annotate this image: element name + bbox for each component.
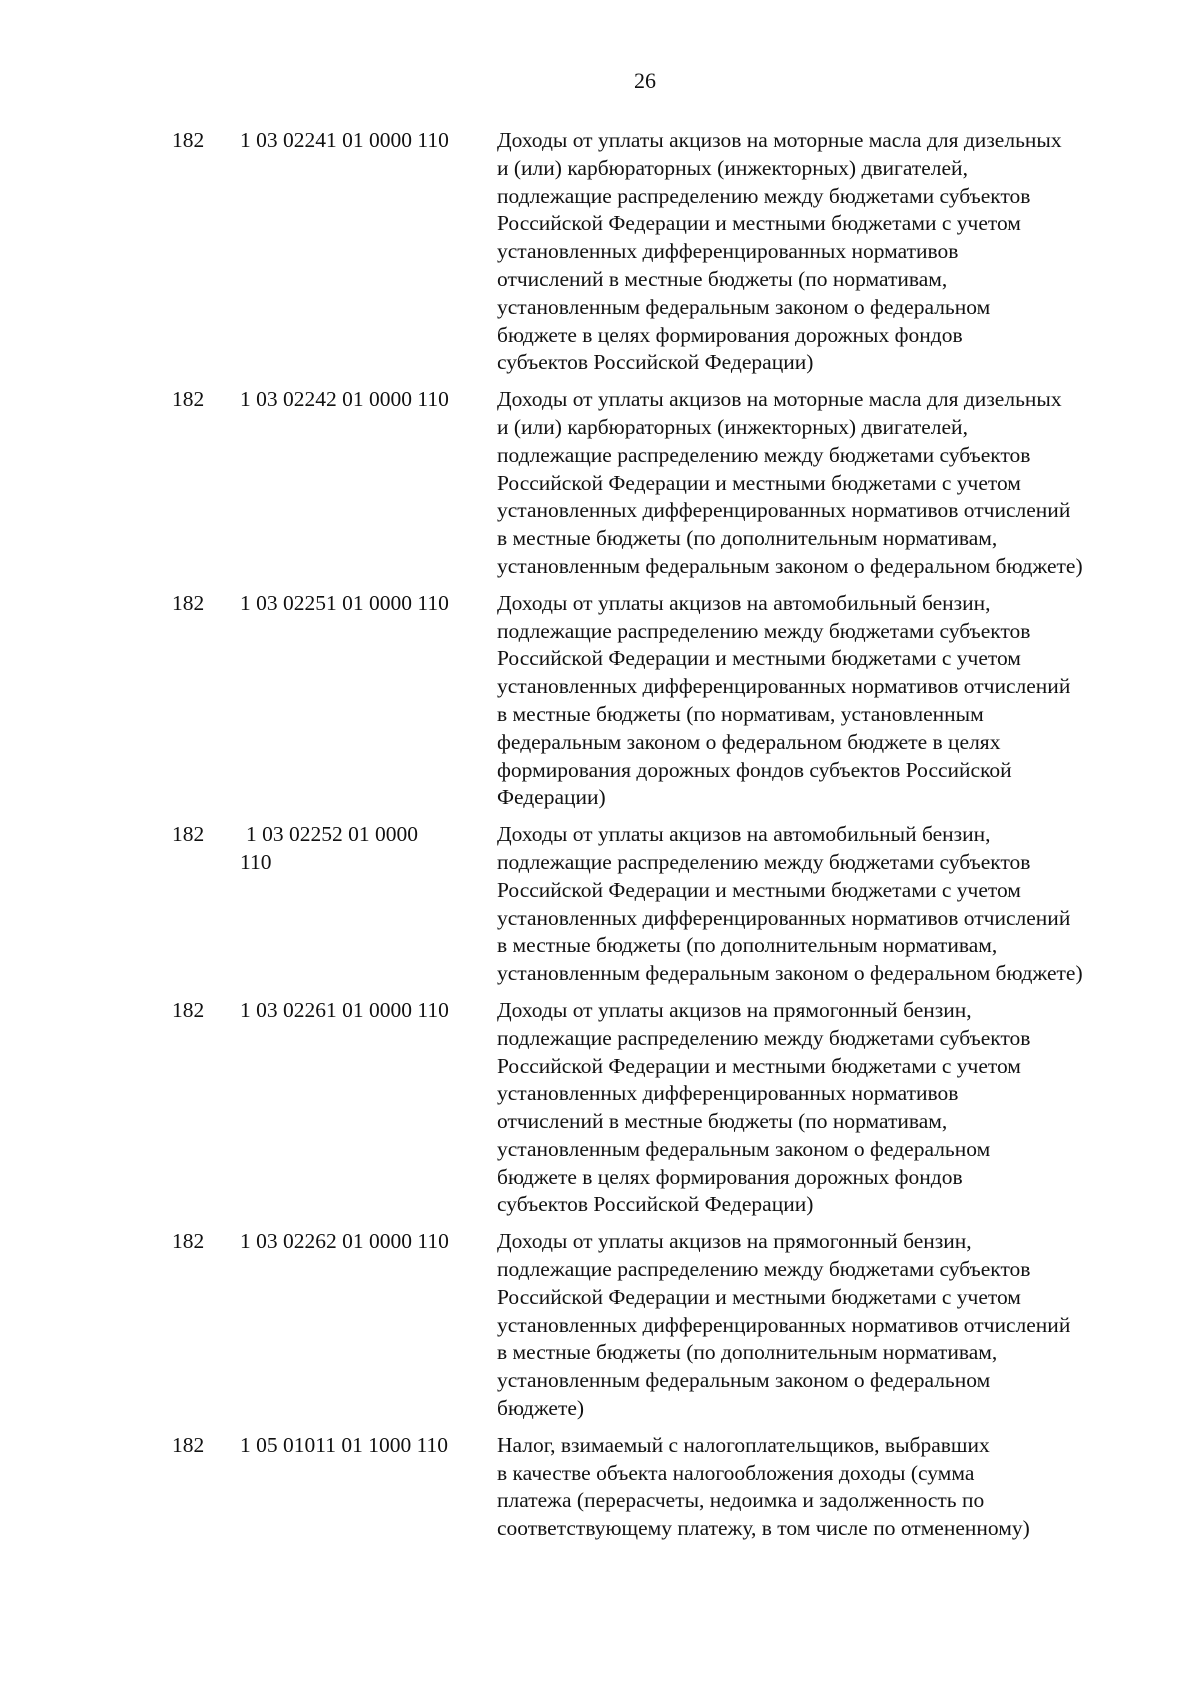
- description-line: Российской Федерации и местными бюджетами с учетом: [497, 211, 1021, 236]
- description-line: установленным федеральным законом о федеральном: [497, 1368, 991, 1393]
- revenue-description: [497, 386, 1137, 581]
- budget-classification-code: 1 03 02242 01 0000 110: [240, 387, 449, 412]
- revenue-description: [497, 1432, 1137, 1543]
- table-row: [0, 386, 1200, 581]
- description-line: Российской Федерации и местными бюджетами с учетом: [497, 1053, 1021, 1078]
- description-line: федеральным законом о федеральном бюджете в целях: [497, 729, 1001, 754]
- description-line: установленным федеральным законом о федеральном бюджете): [497, 553, 1083, 578]
- description-line: подлежащие распределению между бюджетами субъектов: [497, 183, 1031, 208]
- kbk-line: 1 03 02252 01 0000: [246, 822, 418, 847]
- description-line: бюджете): [497, 1396, 585, 1421]
- table-row: [0, 590, 1200, 812]
- budget-classification-code: 1 03 02251 01 0000 110: [240, 590, 449, 615]
- description-line: Российской Федерации и местными бюджетами с учетом: [497, 646, 1021, 671]
- page-number: 26: [634, 68, 656, 93]
- description-line: Российской Федерации и местными бюджетами с учетом: [497, 470, 1021, 495]
- description-line: в качестве объекта налогообложения доходы (сумма: [497, 1460, 975, 1485]
- description-line: платежа (перерасчеты, недоимка и задолженность по: [497, 1488, 985, 1513]
- admin-code: 182: [172, 997, 205, 1022]
- budget-classification-code: 1 03 02262 01 0000 110: [240, 1229, 449, 1254]
- budget-classification-code: [240, 821, 485, 877]
- table-row: [0, 1432, 1200, 1543]
- budget-classification-code: 1 03 02261 01 0000 110: [240, 997, 449, 1022]
- admin-code: 182: [172, 822, 205, 847]
- description-line: Доходы от уплаты акцизов на прямогонный бензин,: [497, 997, 972, 1022]
- budget-classification-code: 1 03 02241 01 0000 110: [240, 128, 449, 152]
- revenue-description: [497, 590, 1137, 812]
- description-line: отчислений в местные бюджеты (по нормативам,: [497, 1109, 948, 1134]
- description-line: установленных дифференцированных нормативов: [497, 1081, 959, 1106]
- description-line: подлежащие распределению между бюджетами субъектов: [497, 442, 1031, 467]
- revenue-description: [497, 821, 1137, 988]
- description-line: Российской Федерации и местными бюджетами с учетом: [497, 877, 1021, 902]
- description-line: установленным федеральным законом о федеральном: [497, 294, 991, 319]
- description-line: Российской Федерации и местными бюджетами с учетом: [497, 1284, 1021, 1309]
- description-line: соответствующему платежу, в том числе по отмененному): [497, 1516, 1030, 1541]
- revenue-description: [497, 1228, 1137, 1423]
- description-line: Налог, взимаемый с налогоплательщиков, выбравших: [497, 1432, 990, 1457]
- description-line: бюджете в целях формирования дорожных фондов: [497, 322, 963, 347]
- description-line: в местные бюджеты (по дополнительным нормативам,: [497, 526, 998, 551]
- description-line: подлежащие распределению между бюджетами субъектов: [497, 1025, 1031, 1050]
- revenue-codes-table: [0, 127, 1200, 1552]
- description-line: установленных дифференцированных нормативов: [497, 239, 959, 264]
- description-line: в местные бюджеты (по дополнительным нормативам,: [497, 1340, 998, 1365]
- description-line: подлежащие распределению между бюджетами субъектов: [497, 618, 1031, 643]
- description-line: Доходы от уплаты акцизов на моторные масла для дизельных: [497, 128, 1062, 152]
- table-row: [0, 997, 1200, 1219]
- description-line: Доходы от уплаты акцизов на автомобильный бензин,: [497, 590, 991, 615]
- admin-code: 182: [172, 1229, 205, 1254]
- description-line: установленных дифференцированных нормативов отчислений: [497, 674, 1071, 699]
- admin-code: 182: [172, 387, 205, 412]
- description-line: отчислений в местные бюджеты (по нормативам,: [497, 266, 948, 291]
- revenue-description: [497, 997, 1137, 1219]
- table-row: [0, 821, 1200, 988]
- description-line: субъектов Российской Федерации): [497, 1192, 814, 1217]
- description-line: бюджете в целях формирования дорожных фондов: [497, 1164, 963, 1189]
- description-line: Доходы от уплаты акцизов на прямогонный бензин,: [497, 1229, 972, 1254]
- description-line: установленных дифференцированных нормативов отчислений: [497, 905, 1071, 930]
- revenue-description: [497, 127, 1137, 377]
- description-line: подлежащие распределению между бюджетами субъектов: [497, 849, 1031, 874]
- description-line: в местные бюджеты (по нормативам, установленным: [497, 701, 984, 726]
- description-line: и (или) карбюраторных (инжекторных) двигателей,: [497, 414, 968, 439]
- budget-classification-code: 1 05 01011 01 1000 110: [240, 1432, 449, 1457]
- kbk-line: 110: [240, 849, 272, 874]
- table-row: [0, 127, 1200, 377]
- admin-code: 182: [172, 1432, 205, 1457]
- description-line: и (или) карбюраторных (инжекторных) двигателей,: [497, 155, 968, 180]
- description-line: установленных дифференцированных нормативов отчислений: [497, 498, 1071, 523]
- admin-code: 182: [172, 590, 205, 615]
- description-line: установленным федеральным законом о федеральном бюджете): [497, 961, 1083, 986]
- description-line: в местные бюджеты (по дополнительным нормативам,: [497, 933, 998, 958]
- description-line: Федерации): [497, 785, 606, 810]
- description-line: формирования дорожных фондов субъектов Российской: [497, 757, 1012, 782]
- description-line: Доходы от уплаты акцизов на автомобильный бензин,: [497, 822, 991, 847]
- description-line: подлежащие распределению между бюджетами субъектов: [497, 1257, 1031, 1282]
- admin-code: 182: [172, 128, 205, 152]
- table-row: [0, 1228, 1200, 1423]
- description-line: субъектов Российской Федерации): [497, 350, 814, 375]
- description-line: установленным федеральным законом о федеральном: [497, 1136, 991, 1161]
- description-line: установленных дифференцированных нормативов отчислений: [497, 1312, 1071, 1337]
- description-line: Доходы от уплаты акцизов на моторные масла для дизельных: [497, 387, 1062, 412]
